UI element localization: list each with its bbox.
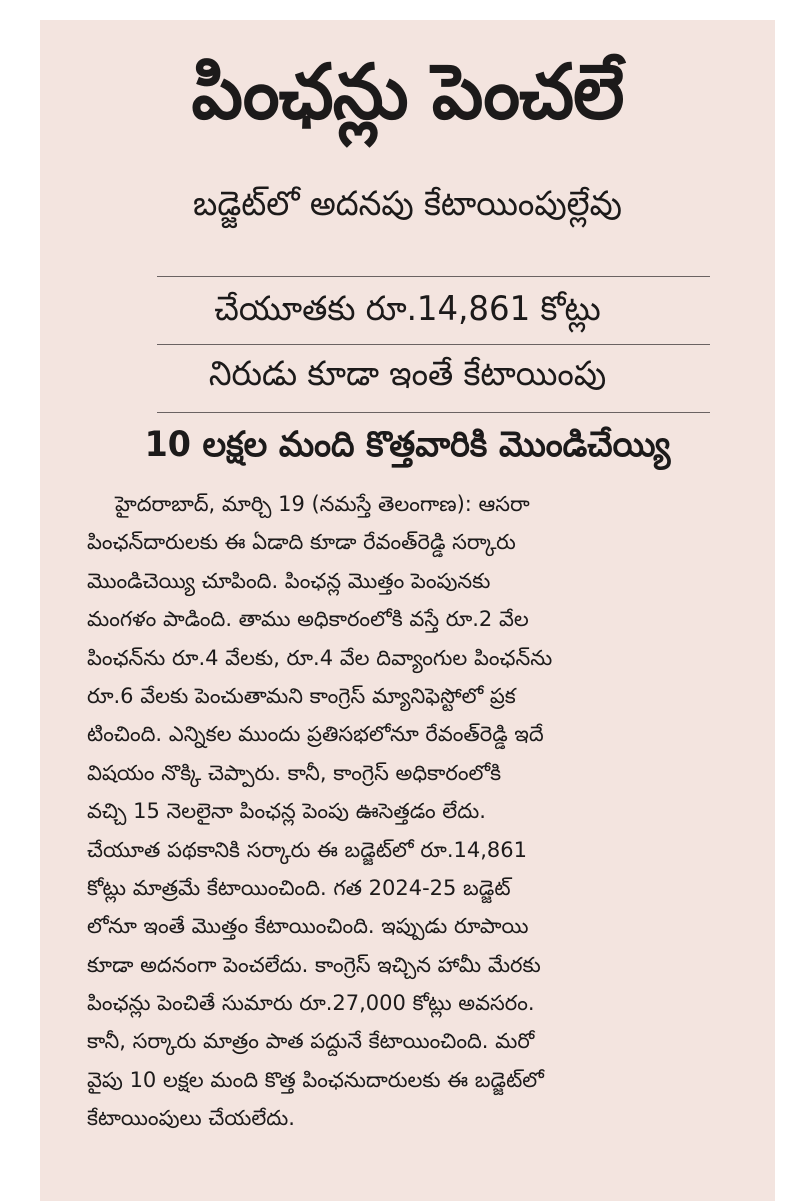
news-clipping bbox=[40, 20, 775, 1201]
divider-3 bbox=[157, 412, 710, 413]
body-line: కూడా అదనంగా పెంచలేదు. కాంగ్రెస్ ఇచ్చిన హామీ మేరకు bbox=[87, 952, 541, 977]
body-line: పింఛన్‌ను రూ.4 వేలకు, రూ.4 వేల దివ్యాంగుల పింఛన్‌ను bbox=[87, 645, 553, 670]
body-line: టించింది. ఎన్నికల ముందు ప్రతిసభలోనూ రేవంత్‌రెడ్డి ఇదే bbox=[87, 722, 544, 747]
body-line: హైదరాబాద్, మార్చి 19 (నమస్తే తెలంగాణ): ఆసరా bbox=[115, 492, 530, 516]
body-line: మంగళం పాడింది. తాము అధికారంలోకి వస్తే రూ.2 వేల bbox=[87, 607, 529, 632]
body-line: కోట్లు మాత్రమే కేటాయించింది. గత 2024-25 బడ్జెట్ bbox=[87, 875, 511, 900]
divider-1 bbox=[157, 276, 710, 277]
body-line: మొండిచెయ్యి చూపింది. పింఛన్ల మొత్తం పెంపునకు bbox=[87, 568, 491, 593]
body-line: చేయూత పథకానికి సర్కారు ఈ బడ్జెట్‌లో రూ.14,861 bbox=[87, 837, 527, 862]
divider-2 bbox=[157, 344, 710, 345]
body-line: వచ్చి 15 నెలలైనా పింఛన్ల పెంపు ఊసెత్తడం లేదు. bbox=[87, 799, 486, 824]
body-line: పింఛన్లు పెంచితే సుమారు రూ.27,000 కోట్లు అవసరం. bbox=[87, 991, 535, 1016]
article-body bbox=[87, 485, 737, 1138]
subheadline-1: బడ్జెట్‌లో అదనపు కేటాయింపుల్లేవు bbox=[193, 184, 622, 224]
body-line: రూ.6 వేలకు పెంచుతామని కాంగ్రెస్ మ్యానిఫెస్టోలో ప్రక bbox=[87, 683, 516, 708]
subheadline-2: చేయూతకు రూ.14,861 కోట్లు bbox=[214, 289, 601, 329]
body-line: కానీ, సర్కారు మాత్రం పాత పద్దునే కేటాయించింది. మరో bbox=[87, 1029, 535, 1054]
body-line: విషయం నొక్కి చెప్పారు. కానీ, కాంగ్రెస్ అధికారంలోకి bbox=[87, 760, 502, 785]
headline: పింఛన్లు పెంచలే bbox=[191, 47, 624, 136]
subheadline-4: 10 లక్షల మంది కొత్తవారికి మొండిచేయ్యి bbox=[144, 425, 671, 465]
body-line: లోనూ ఇంతే మొత్తం కేటాయించింది. ఇప్పుడు రూపాయి bbox=[87, 914, 529, 939]
subheadline-3: నిరుడు కూడా ఇంతే కేటాయింపు bbox=[208, 354, 607, 394]
body-line: వైపు 10 లక్షల మంది కొత్త పింఛనుదారులకు ఈ బడ్జెట్‌లో bbox=[87, 1067, 544, 1092]
body-line: పింఛన్‌దారులకు ఈ ఏడాది కూడా రేవంత్‌రెడ్డి సర్కారు bbox=[87, 530, 516, 555]
body-line: కేటాయింపులు చేయలేదు. bbox=[87, 1106, 295, 1131]
